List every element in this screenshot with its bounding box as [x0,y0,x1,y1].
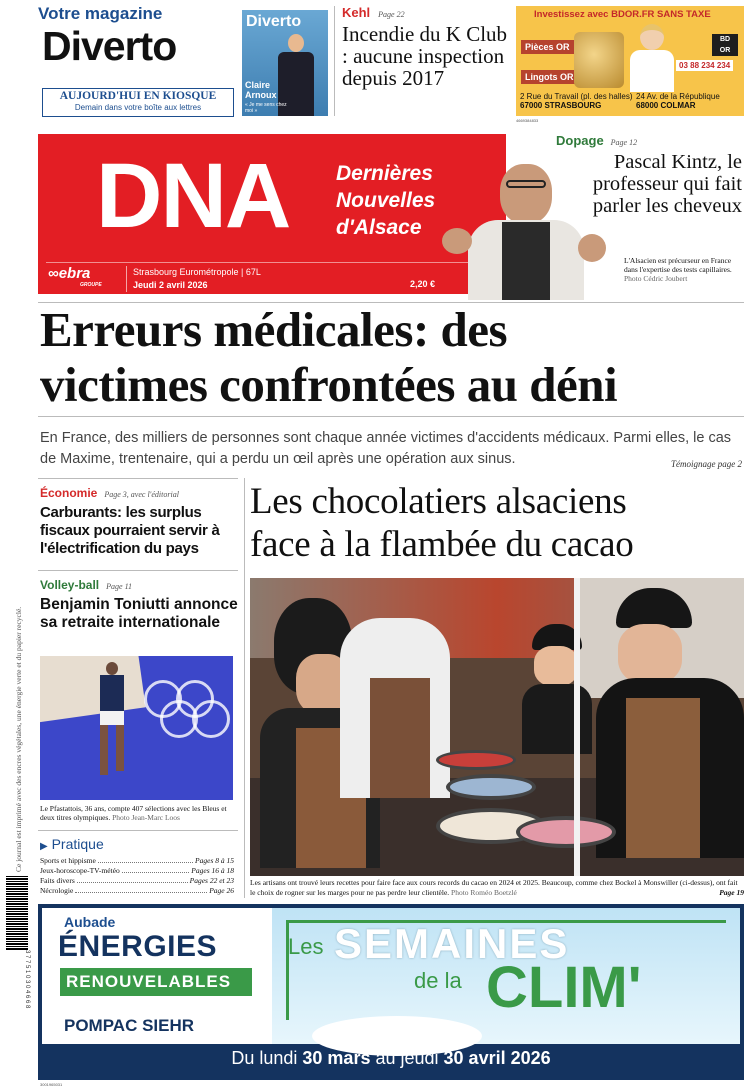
main-headline-line2: victimes confrontées au déni [40,357,618,412]
bdor-addr2-line2: 68000 COLMAR [636,101,696,110]
kiosk-label: AUJOURD'HUI EN KIOSQUE [59,90,217,102]
bdor-phone: 03 88 234 234 [676,60,733,71]
magazine-promo [38,4,236,118]
magazine-label: Votre magazine [38,4,163,23]
bdor-address-2 [636,92,720,110]
aubade-brand: Aubade [64,914,116,930]
economie-page: Page 3, avec l'éditorial [104,490,179,499]
pratique-item-pages: Pages 22 et 23 [189,876,234,885]
edition: Strasbourg Eurométropole | 67L [133,267,261,277]
leader-dots [98,856,193,863]
ad-energies[interactable] [38,904,744,1080]
chocolate-headline[interactable] [250,480,746,566]
volley-credit: Photo Jean-Marc Loos [112,813,180,822]
chocolate-caption-text: Les artisans ont trouvé leurs recettes pour faire face aux cours records du cacao en 2024 et 2025. Beaucoup, comme chez Bockel à Monswiller (ci-dessus), ont fait le choix de rogner sur les marges pour ne pas perdre leur clientèle. [250,878,738,897]
volley-caption [40,804,236,822]
dates-mid: au jeudi [370,1048,444,1068]
kehl-teaser[interactable] [342,4,508,89]
main-lede [40,428,742,475]
masthead [38,134,506,294]
issue-date: Jeudi 2 avril 2026 [133,280,208,290]
paper-name [336,160,435,241]
kehl-page: Page 22 [378,10,405,19]
volley-teaser[interactable] [40,576,238,632]
arrow-right-icon: ▶ [40,841,48,852]
leader-dots [122,866,190,873]
magazine-name: Diverto [42,23,177,69]
dopage-caption-text: L'Alsacien est précurseur en France dans l'expertise des tests capillaires. [624,256,732,274]
volley-photo [40,656,233,800]
bdor-headline: Investissez avec BDOR.FR SANS TAXE [534,9,711,20]
kehl-section: Kehl [342,5,371,20]
energies-line1: ÉNERGIES [58,930,218,963]
pratique-item-label: Faits divers [40,876,75,885]
pratique-item-label: Nécrologie [40,886,74,895]
bdor-addr1-line1: 2 Rue du Travail (pl. des halles) [520,92,633,101]
cover-tagline: « Je me sens chez moi » [245,102,287,114]
clim-word-les: Les [288,934,324,959]
pratique-box [40,836,234,896]
ad-bdor[interactable] [516,6,744,116]
chocolate-credit: Photo Roméo Boetzlé [451,887,517,897]
dates-start: 30 mars [302,1048,371,1068]
dopage-page: Page 12 [610,138,638,147]
clim-word-dela: de la [414,968,462,993]
ebra-logo [48,266,102,288]
bdor-address-1 [520,92,633,110]
dopage-section: Dopage [556,133,604,148]
cover-title: Diverto [246,13,302,30]
chocolate-photo [250,578,744,876]
bdor-person-image [628,24,676,94]
paper-name-line1: Dernières [336,162,433,185]
pratique-item-pages: Pages 16 à 18 [191,866,234,875]
magazine-cover [242,10,328,116]
dates-prefix: Du lundi [231,1048,303,1068]
clim-word-clim: CLIM' [486,955,642,1020]
price: 2,20 € [410,279,436,289]
pratique-item-pages: Pages 8 à 15 [195,856,234,865]
energies-ad-label: 3001965031 [40,1082,63,1087]
pratique-item[interactable] [40,866,234,876]
paper-name-line3: d'Alsace [336,216,422,239]
economie-headline: Carburants: les surplus fiscaux pourraient servir à l'électrification du pays [40,504,220,557]
bdor-tag-lingots: Lingots OR [521,70,578,84]
pratique-item[interactable] [40,876,234,886]
main-headline[interactable] [40,302,746,412]
leader-dots [77,876,188,883]
volley-headline: Benjamin Toniutti annonce sa retraite internationale [40,596,238,631]
cover-person: Claire Arnoux [245,80,277,100]
energies-company: POMPAC SIEHR [64,1016,195,1035]
bdor-logo: BD OR [712,34,738,56]
clim-word-semaines: SEMAINES [334,920,570,967]
ebra-sub: GROUPE [80,282,102,288]
bdor-tag-pieces: Pièces OR [521,40,574,54]
pratique-item-label: Sports et hippisme [40,856,96,865]
clim-panel [272,908,740,1044]
barcode-digits: 3 7 7 5 1 0 3 0 4 6 6 8 [24,950,30,1009]
volley-section: Volley-ball [40,578,100,592]
chocolate-caption [250,878,744,897]
chocolate-headline-line1: Les chocolatiers alsaciens [250,481,627,522]
bdor-gold-image [574,32,624,88]
dna-logo: DNA [96,145,290,247]
dopage-headline: Pascal Kintz, le professeur qui fait parler les cheveux [592,151,742,217]
pratique-item[interactable] [40,886,234,896]
economie-section: Économie [40,486,98,500]
bdor-addr1-line2: 67000 STRASBOURG [520,101,602,110]
masthead-divider [46,262,498,263]
volley-page: Page 11 [106,582,132,591]
pratique-item-pages: Page 26 [209,886,234,895]
barcode [6,876,28,950]
energies-line2: RENOUVELABLES [60,968,252,996]
pratique-title-text: Pratique [51,836,104,852]
volley-caption-text: Le Pfastattois, 36 ans, compte 407 sélections avec les Bleus et deux titres olympiques. [40,804,227,822]
player-figure [92,662,132,792]
ebra-name: ebra [58,265,91,282]
print-note: Ce journal est imprimé avec des encres végétales, une énergie verte et du papier recyclé. [14,606,23,872]
chocolate-page: Page 19 [719,887,744,897]
olympic-rings-icon [144,680,233,760]
main-ref: Témoignage page 2 [671,459,742,469]
main-lede-text: En France, des milliers de personnes sont chaque année victimes d'accidents médicaux. Parmi elles, le cas de Maxime, trentenaire, qui a perdu un œil après une opération aux sinus. [40,430,732,467]
bdor-addr2-line1: 24 Av. de la République [636,92,720,101]
kehl-headline: Incendie du K Club : aucune inspection depuis 2017 [342,22,508,90]
economie-teaser[interactable] [40,484,238,558]
pratique-item-label: Jeux-horoscope-TV-météo [40,866,120,875]
clim-dates [38,1048,744,1069]
main-headline-line1: Erreurs médicales: des [40,302,508,357]
dopage-teaser[interactable] [556,132,742,217]
paper-name-line2: Nouvelles [336,189,436,212]
chocolate-headline-line2: face à la flambée du cacao [250,524,634,565]
leader-dots [75,886,207,893]
kiosk-box [42,88,234,117]
dopage-credit: Photo Cédric Joubert [624,274,688,283]
pratique-item[interactable] [40,856,234,866]
mailbox-label: Demain dans votre boîte aux lettres [74,103,202,112]
dates-end: 30 avril 2026 [443,1048,551,1068]
edition-block [126,266,261,292]
ebra-mark-icon: ∞ [48,265,59,282]
pratique-title [40,836,234,852]
bdor-ad-label: 4669384833 [516,118,539,123]
pratique-list [40,856,234,896]
energies-panel [42,908,272,1044]
dopage-caption [624,256,742,283]
